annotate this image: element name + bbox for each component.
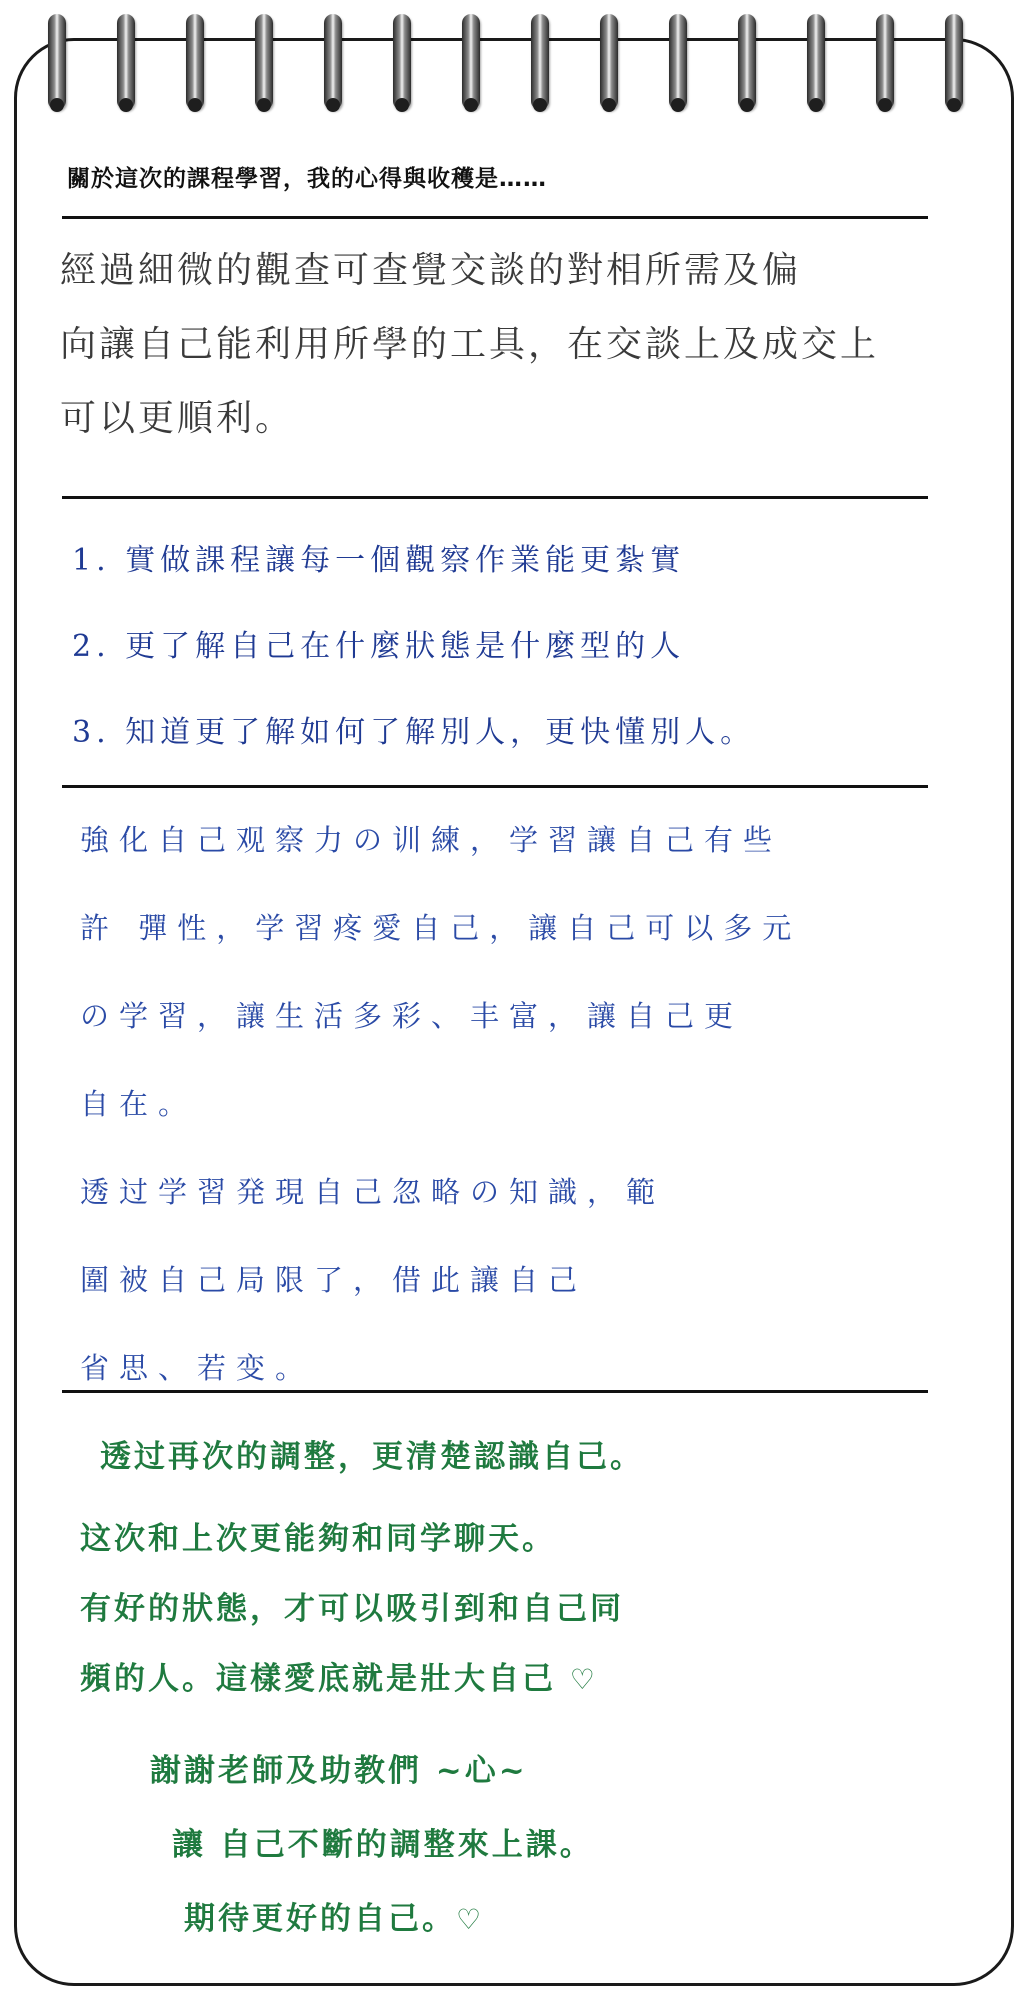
heart-icon: ♡ <box>456 1903 485 1936</box>
handwritten-line: 3. 知道更了解如何了解別人，更快懂別人。 <box>72 715 756 750</box>
binding-ring <box>462 14 480 110</box>
handwritten-line: の学習，讓生活多彩、丰富，讓自己更 <box>80 999 744 1033</box>
binding-ring <box>738 14 756 110</box>
handwritten-line: 向讓自己能利用所學的工具，在交談上及成交上 <box>60 324 880 365</box>
handwritten-line: 透过再次的調整，更清楚認識自己。 <box>100 1439 644 1475</box>
handwritten-line: 強化自己观察力の训練，学習讓自己有些 <box>80 823 783 857</box>
handwritten-line: 謝謝老師及助教們 ~心~ <box>150 1753 528 1789</box>
binding-ring <box>531 14 549 110</box>
binding-ring <box>945 14 963 110</box>
divider <box>62 785 928 788</box>
binding-ring <box>186 14 204 110</box>
handwritten-line: 經過細微的觀查可查覺交談的對相所需及偏 <box>60 250 802 291</box>
binding-ring <box>117 14 135 110</box>
handwritten-text: 頻的人。這樣愛底就是壯大自己 <box>80 1661 556 1697</box>
binding-ring <box>324 14 342 110</box>
response-section-4 <box>80 1410 950 1956</box>
handwritten-line: 自在。 <box>80 1087 198 1121</box>
page-heading: 關於這次的課程學習，我的心得與收穫是…… <box>67 166 547 192</box>
binding-ring <box>876 14 894 110</box>
response-section-2 <box>60 518 930 776</box>
handwritten-line: 透过学習発現自己忽略の知識，範 <box>80 1175 666 1209</box>
handwritten-line: 可以更順利。 <box>60 398 295 439</box>
spiral-binding <box>0 0 1035 120</box>
binding-ring <box>48 14 66 110</box>
binding-ring <box>600 14 618 110</box>
handwritten-line: 2. 更了解自己在什麼狀態是什麼型的人 <box>72 629 686 664</box>
binding-ring <box>255 14 273 110</box>
handwritten-text: 期待更好的自己。 <box>184 1901 456 1937</box>
handwritten-line <box>80 1882 950 1956</box>
handwritten-line: 1. 實做課程讓每一個觀察作業能更紮實 <box>72 543 686 578</box>
response-section-3 <box>60 796 930 1412</box>
binding-ring <box>807 14 825 110</box>
heart-icon: ♡ <box>569 1663 598 1696</box>
handwritten-line: 讓 自己不斷的調整來上課。 <box>172 1827 594 1863</box>
handwritten-line: 省思、若变。 <box>80 1351 315 1385</box>
binding-ring <box>393 14 411 110</box>
handwritten-line: 这次和上次更能夠和同学聊天。 <box>80 1521 556 1557</box>
divider <box>62 1390 928 1393</box>
handwritten-line: 圍被自己局限了，借此讓自己 <box>80 1263 588 1297</box>
handwritten-line: 有好的狀態，才可以吸引到和自己同 <box>80 1591 624 1627</box>
handwritten-line: 許 彈性，学習疼愛自己，讓自己可以多元 <box>80 911 802 945</box>
binding-ring <box>669 14 687 110</box>
response-section-1 <box>60 234 930 456</box>
divider <box>62 496 928 499</box>
handwritten-line <box>80 1644 950 1714</box>
divider <box>62 216 928 219</box>
